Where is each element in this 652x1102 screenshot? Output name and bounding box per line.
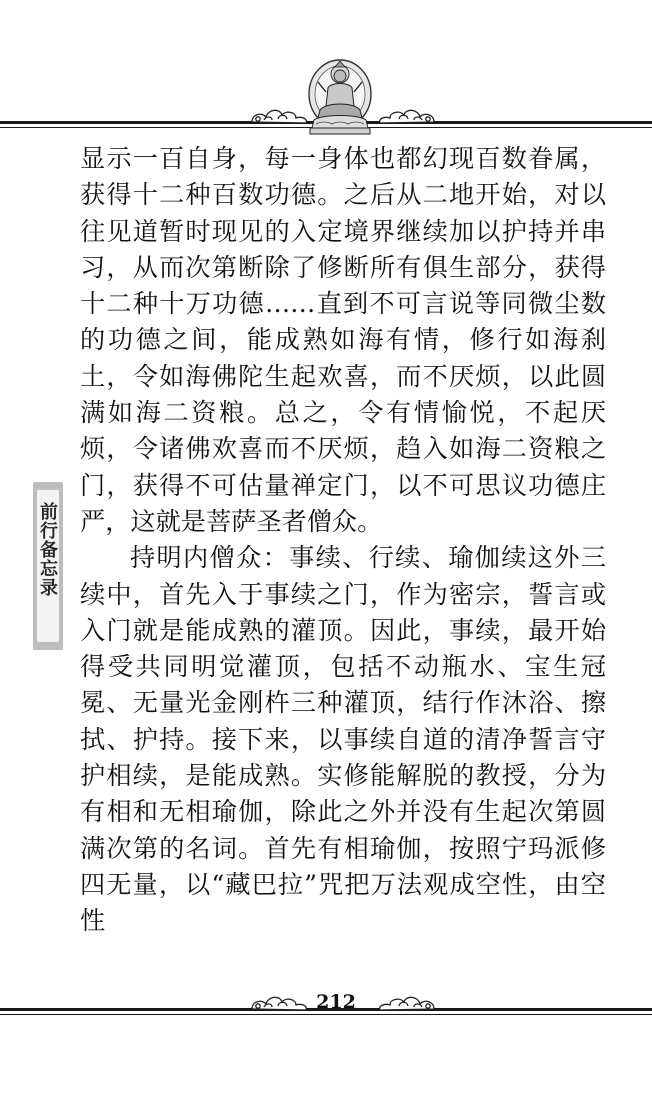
footer-cloud-left-icon	[248, 991, 310, 1013]
side-book-title: 前行备忘录	[37, 502, 58, 597]
side-tab-inner	[37, 490, 59, 642]
cloud-ornament-left-icon	[248, 104, 310, 126]
paragraph-bodhisattva-sangha: 显示一百自身，每一身体也都幻现百数眷属，获得十二种百数功德。之后从二地开始，对以往见道暂时现见的入定境界继续加以护持并串习，从而次第断除了修断所有俱生部分，获得十二种十万功德……直到不可言说等同微尘数的功德之间，能成熟如海有情，修行如海刹土，令如海佛陀生起欢喜，而不厌烦，以此圆满如海二资粮。总之，令有情愉悦，不起厌烦，令诸佛欢喜而不厌烦，趋入如海二资粮之门，获得不可估量禅定门，以不可思议功德庄严，这就是菩萨圣者僧众。	[80, 144, 606, 536]
seated-deity-icon	[306, 58, 374, 136]
footer-cloud-right-icon	[376, 991, 438, 1013]
page-header	[0, 0, 652, 140]
page-number: 212	[316, 991, 356, 1013]
side-book-title-tab	[33, 482, 63, 650]
page-body	[80, 141, 606, 940]
paragraph-vidyadhara-sangha: 持明内僧众：事续、行续、瑜伽续这外三续中，首先入于事续之门，作为密宗，誓言或入门就是能成熟的灌顶。因此，事续，最开始得受共同明觉灌顶，包括不动瓶水、宝生冠冕、无量光金刚杵三种灌顶，结行作沐浴、擦拭、护持。接下来，以事续自道的清净誓言守护相续，是能成熟。实修能解脱的教授，分为有相和无相瑜伽，除此之外并没有生起次第圆满次第的名词。首先有相瑜伽，按照宁玛派修四无量，以“藏巴拉”咒把万法观成空性，由空性	[80, 543, 606, 936]
cloud-ornament-right-icon	[376, 104, 438, 126]
footer-rule-thin	[0, 1014, 652, 1015]
